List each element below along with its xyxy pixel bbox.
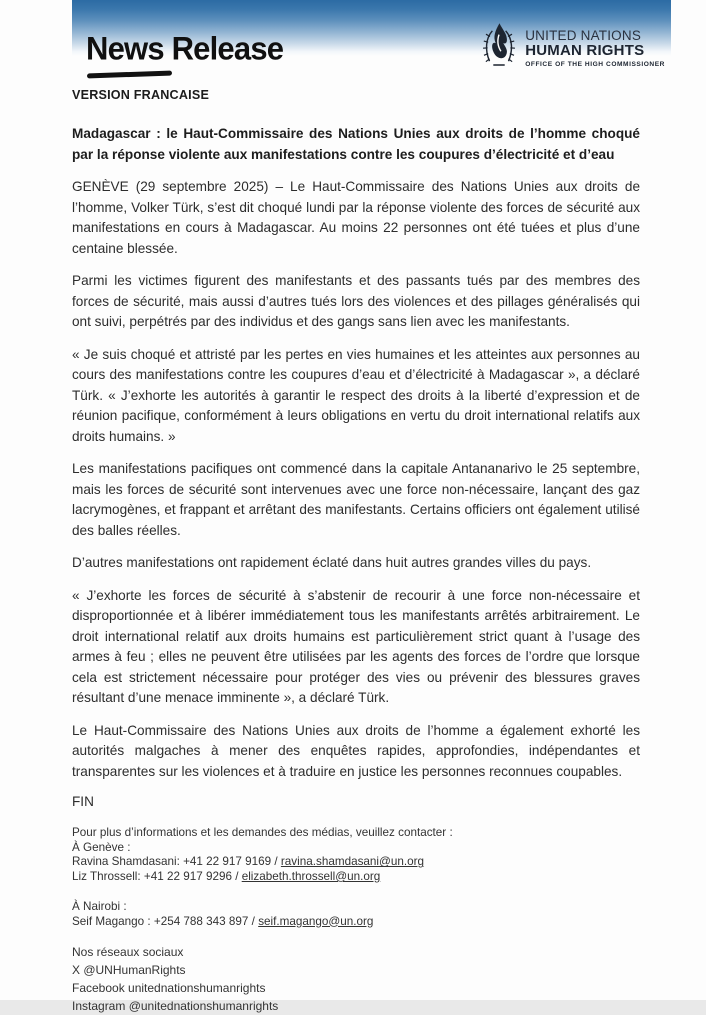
social-media-block — [72, 943, 640, 1015]
contacts-intro: Pour plus d’informations et les demandes des médias, veuillez contacter : — [72, 826, 453, 839]
logo-office-line: OFFICE OF THE HIGH COMMISSIONER — [525, 61, 665, 69]
media-contacts-block — [72, 826, 640, 929]
contacts-location-nairobi: À Nairobi : — [72, 899, 127, 913]
social-item-x: X @UNHumanRights — [72, 963, 186, 978]
end-marker: FIN — [72, 794, 94, 809]
logo-org-line: UNITED NATIONS — [525, 27, 642, 43]
logo-wordmark — [525, 29, 665, 68]
social-heading: Nos réseaux sociaux — [72, 945, 184, 960]
email-link-ravina[interactable]: ravina.shamdasani@un.org — [280, 855, 425, 869]
document-title: Madagascar : le Haut-Commissaire des Nations Unies aux droits de l’homme choqué par la réponse violente aux manifestations contre les coupures d’électricité et d’eau — [72, 126, 640, 162]
contact-name-phone: Seif Magango : +254 788 343 897 / — [72, 914, 259, 928]
social-item-facebook: Facebook unitednationshumanrights — [72, 981, 266, 996]
contact-name-phone: Liz Throssell: +41 22 917 9296 / — [72, 870, 242, 884]
un-human-rights-logo — [480, 21, 665, 76]
document-body — [72, 88, 640, 1015]
un-flame-laurel-icon — [480, 21, 518, 76]
paragraph-5: D’autres manifestations ont rapidement éclaté dans huit autres grandes villes du pays. — [72, 555, 592, 570]
paragraph-2: Parmi les victimes figurent des manifestants et des passants tués par des membres des forces de sécurité, mais aussi d’autres tués lors des violences et des pillages généralisés qui ont suivi, perpétrés par des individus et des gangs sans lien avec les manifestants. — [72, 273, 640, 329]
paragraph-4: Les manifestations pacifiques ont commencé dans la capitale Antananarivo le 25 septembre, mais les forces de sécurité sont intervenues avec une force non-nécessaire, lançant des gaz lacrymogènes, et frappant et arrêtant des manifestants. Certains officiers ont également utilisé des balles réelles. — [72, 461, 640, 538]
email-link-liz[interactable]: elizabeth.throssell@un.org — [241, 870, 381, 884]
email-link-seif[interactable]: seif.magango@un.org — [258, 914, 374, 928]
contact-line-ravina — [72, 855, 640, 870]
contact-name-phone: Ravina Shamdasani: +41 22 917 9169 / — [72, 855, 281, 869]
contact-line-seif — [72, 915, 640, 930]
paragraph-7: Le Haut-Commissaire des Nations Unies aux droits de l’homme a également exhorté les autorités malgaches à mener des enquêtes rapides, approfondies, indépendantes et transparentes sur les violences et à traduire en justice les personnes reconnues coupables. — [72, 722, 640, 779]
social-item-instagram: Instagram @unitednationshumanrights — [72, 999, 279, 1014]
contacts-location-geneva: À Genève : — [72, 840, 131, 854]
version-label: VERSION FRANCAISE — [72, 88, 210, 102]
paragraph-6: « J’exhorte les forces de sécurité à s’abstenir de recourir à une force non-nécessaire et disproportionnée et à libérer immédiatement tous les manifestants arrêtés arbitrairement. Le droit international relatif aux droits humains est particulièrement strict quant à l’usage des armes à feu ; elles ne peuvent être utilisées par les agents des forces de l’ordre que lorsque cela est strictement nécessaire pour protéger des vies ou prévenir des blessures graves résultant d’une menace imminente », a déclaré Türk. — [72, 587, 640, 705]
paragraph-3: « Je suis choqué et attristé par les pertes en vies humaines et les atteintes aux personnes au cours des manifestations contre les coupures d’eau et d’électricité à Madagascar », a déclaré Türk. « J’exhorte les autorités à garantir le respect des droits à la liberté d’expression et de réunion pacifique, conformément à leurs obligations en vertu du droit international relatifs aux droits humains. » — [72, 346, 640, 444]
logotype-underline-stroke — [87, 71, 172, 79]
news-release-logotype: News Release — [86, 30, 284, 67]
logo-brand-line: HUMAN RIGHTS — [525, 42, 645, 60]
paragraph-1: GENÈVE (29 septembre 2025) – Le Haut-Commissaire des Nations Unies aux droits de l’homme, Volker Türk, s’est dit choqué lundi par la réponse violente des forces de sécurité aux manifestations en cours à Madagascar. Au moins 22 personnes ont été tuées et plus d’une centaine blessée. — [72, 179, 640, 256]
contact-line-liz — [72, 870, 640, 885]
